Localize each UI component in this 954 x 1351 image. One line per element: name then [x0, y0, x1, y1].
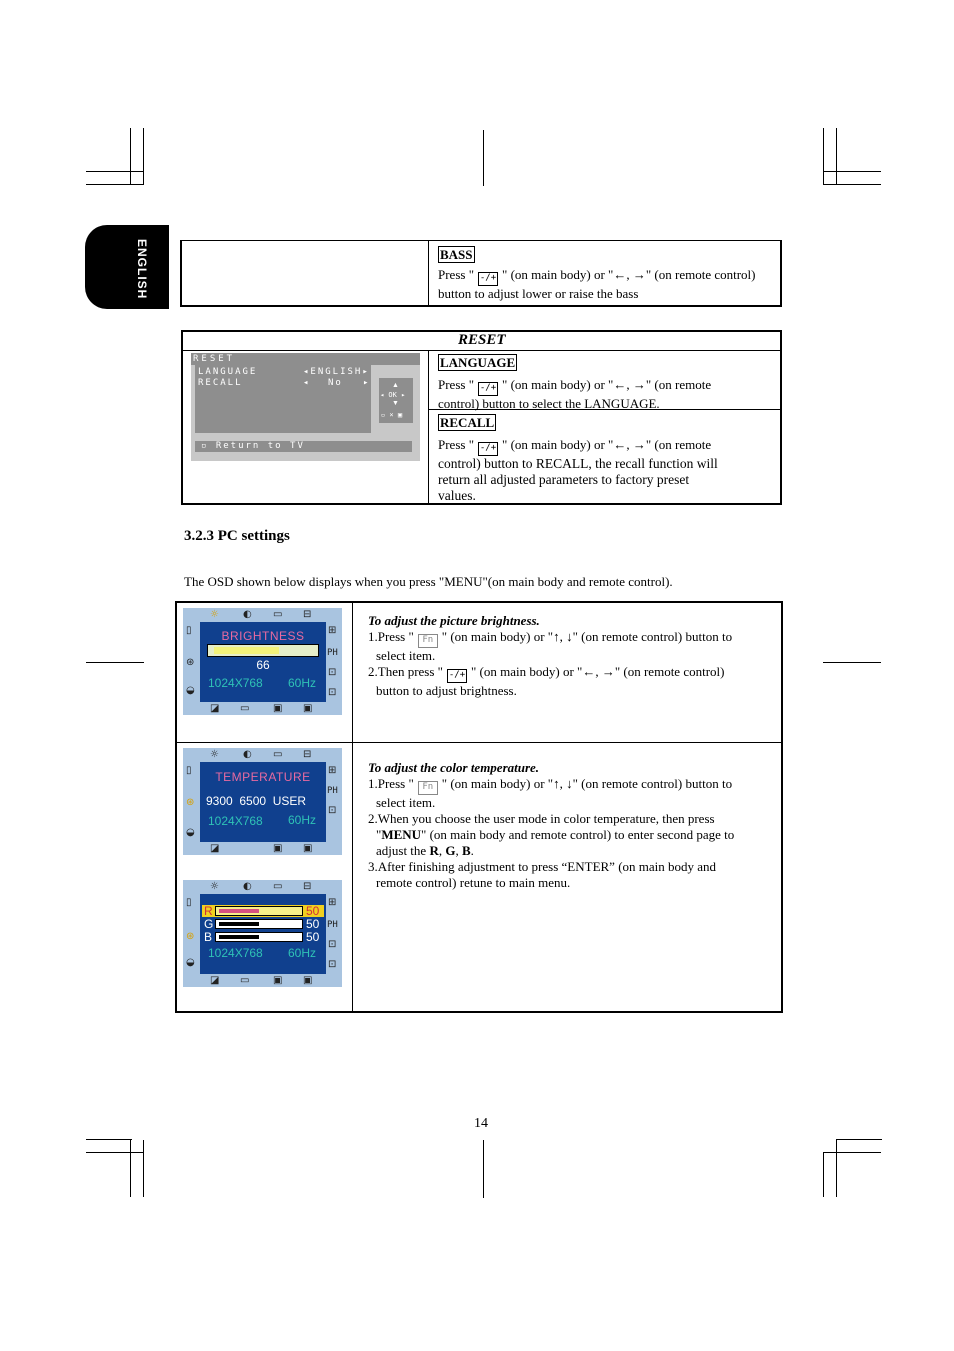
- reset-icon: ▣: [303, 703, 313, 714]
- clock-icon: ⊡: [328, 939, 337, 950]
- table-divider: [428, 350, 429, 504]
- osd-recall-label: RECALL: [198, 378, 243, 388]
- brightness-instructions: [368, 613, 766, 699]
- table-divider: [176, 742, 782, 743]
- rgb-channel-bar-fill: [219, 909, 259, 913]
- crop-mark: [823, 171, 881, 172]
- resolution-text: 1024X768: [208, 814, 263, 828]
- lips-icon: ◒: [186, 685, 195, 696]
- rgb-channel-label: B: [204, 930, 213, 944]
- contrast-icon: ◐: [243, 881, 252, 892]
- auto-icon: ⊡: [328, 687, 337, 698]
- position-icon: ⊟: [303, 609, 312, 620]
- crop-mark: [823, 184, 881, 185]
- crop-mark: [823, 128, 824, 185]
- language-text-line2: control) button to select the LANGUAGE.: [438, 396, 660, 411]
- plus-minus-key-icon: -/+: [478, 382, 498, 396]
- clock-icon: ⊡: [328, 667, 337, 678]
- recall-label: RECALL: [440, 415, 495, 430]
- crop-mark: [86, 662, 144, 663]
- auto-icon: ⊡: [328, 959, 337, 970]
- osd-icon: ▣: [273, 975, 283, 986]
- crop-mark: [86, 171, 144, 172]
- brightness-bar: [207, 644, 319, 657]
- rgb-channel-bar-fill: [219, 922, 259, 926]
- rgb-channel-value: 50: [306, 904, 320, 918]
- crop-mark: [836, 1139, 882, 1140]
- position-icon: ⊟: [303, 749, 312, 760]
- crop-mark: [483, 1140, 484, 1198]
- osd-language-label: LANGUAGE: [198, 367, 258, 377]
- temperature-step1-cont: select item.: [376, 795, 436, 810]
- table-divider: [352, 602, 353, 1012]
- phase-label: PH: [327, 920, 338, 930]
- frequency-text: 60Hz: [288, 676, 317, 690]
- rgb-channel-value: 50: [306, 917, 320, 931]
- input-icon: ▭: [240, 703, 250, 714]
- exit-icon: ◪: [210, 843, 220, 854]
- temperature-step1: 1.Press " Fn " (on main body) or "↑, ↓" (on remote control) button to: [368, 776, 766, 795]
- bass-cell: [438, 246, 783, 302]
- table-divider: [428, 240, 429, 307]
- phase-label: PH: [327, 786, 338, 796]
- temperature-step3: 3.After finishing adjustment to press “ENTER” (on main body and: [368, 859, 717, 874]
- phase-label: PH: [327, 648, 338, 658]
- osd-nav-bottom-icons: ▫ × ▣: [381, 411, 403, 419]
- geometry-icon: ▯: [186, 625, 192, 636]
- temperature-step2-cont: "MENU" (on main body and remote control) to enter second page to: [376, 827, 735, 842]
- plus-minus-key-icon: -/+: [447, 669, 467, 683]
- reset-icon: ▣: [303, 975, 313, 986]
- section-intro: The OSD shown below displays when you press "MENU"(on main body and remote control).: [184, 574, 673, 589]
- resolution-text: 1024X768: [208, 946, 263, 960]
- section-heading: 3.2.3 PC settings: [184, 528, 290, 544]
- osd-panel: [200, 762, 326, 842]
- osd-language-value: ◂ENGLISH▸: [303, 367, 370, 377]
- recall-text-line4: values.: [438, 488, 476, 503]
- lips-icon: ◒: [186, 957, 195, 968]
- osd-panel: [200, 622, 326, 702]
- osd-panel: [200, 894, 326, 974]
- rgb-channel-value: 50: [306, 930, 320, 944]
- crop-mark: [130, 128, 131, 185]
- fn-key-icon: Fn: [418, 781, 438, 795]
- color-icon: ⊛: [186, 797, 195, 808]
- temperature-step2: 2.When you choose the user mode in color temperature, then press: [368, 811, 715, 826]
- resolution-text: 1024X768: [208, 676, 263, 690]
- clock-icon: ⊡: [328, 805, 337, 816]
- geometry-icon: ▯: [186, 765, 192, 776]
- brightness-title: BRIGHTNESS: [221, 629, 305, 643]
- rgb-channel-label: R: [204, 904, 213, 918]
- down-arrow-icon: ▼: [392, 399, 399, 407]
- crop-mark: [130, 1140, 131, 1197]
- frequency-text: 60Hz: [288, 946, 317, 960]
- rgb-channel-bar-fill: [219, 935, 259, 939]
- page-number: 14: [474, 1116, 488, 1131]
- brightness-bar-fill: [214, 647, 279, 654]
- color-icon: ⊛: [186, 657, 195, 668]
- reset-icon: ▣: [303, 843, 313, 854]
- temperature-title: TEMPERATURE: [215, 770, 311, 784]
- rgb-osd-screenshot: [183, 880, 342, 987]
- color-icon: ⊛: [186, 931, 195, 942]
- brightness-icon: ☼: [210, 609, 219, 620]
- temperature-options: 9300 6500 USER: [206, 794, 307, 808]
- reset-osd-screenshot: [191, 353, 420, 461]
- brightness-value: 66: [256, 658, 270, 672]
- side-tab-label: ENGLISH: [135, 239, 149, 300]
- osd-return-to-tv: ▫ Return to TV: [201, 441, 305, 451]
- brightness-heading: To adjust the picture brightness.: [368, 613, 540, 628]
- crop-mark: [823, 1152, 824, 1197]
- recall-text-line2: control) button to RECALL, the recall function will: [438, 456, 718, 471]
- bass-text-line1: Press " -/+ " (on main body) or "←, →" (on remote control): [438, 267, 783, 286]
- recall-cell: [438, 414, 783, 504]
- table-divider: [182, 350, 781, 351]
- brightness-step2: 2.Then press " -/+ " (on main body) or "←, →" (on remote control): [368, 664, 766, 683]
- osd-recall-arrow-left: ◂: [303, 378, 309, 388]
- plus-minus-key-icon: -/+: [478, 442, 498, 456]
- brightness-step1-cont: select item.: [376, 648, 436, 663]
- reset-title: RESET: [458, 332, 506, 348]
- fn-key-icon: Fn: [418, 634, 438, 648]
- contrast-icon: ◐: [243, 609, 252, 620]
- exit-icon: ◪: [210, 703, 220, 714]
- crop-mark: [143, 128, 144, 185]
- brightness-icon: ☼: [210, 881, 219, 892]
- temperature-step3-cont: remote control) retune to main menu.: [376, 875, 571, 890]
- osd-recall-value: No: [328, 378, 343, 388]
- osd-icon: ▣: [273, 703, 283, 714]
- language-label: LANGUAGE: [440, 355, 516, 370]
- size-icon: ▭: [273, 609, 283, 620]
- osd-nav-pad: [379, 378, 413, 423]
- ok-button-icon: ◂ OK ▸: [380, 391, 406, 399]
- crop-mark: [823, 1152, 881, 1153]
- hpos-icon: ⊞: [328, 897, 337, 908]
- crop-mark: [836, 128, 837, 185]
- temperature-instructions: [368, 760, 766, 891]
- size-icon: ▭: [273, 749, 283, 760]
- language-cell: [438, 354, 783, 412]
- plus-minus-key-icon: -/+: [478, 272, 498, 286]
- crop-mark: [86, 1152, 144, 1153]
- recall-text-line3: return all adjusted parameters to factory preset: [438, 472, 690, 487]
- rgb-channel-bar: [215, 919, 303, 929]
- temperature-step2-end: adjust the R, G, B.: [376, 843, 474, 858]
- bass-text-line2: button to adjust lower or raise the bass: [438, 286, 639, 301]
- crop-mark: [86, 1139, 132, 1140]
- hpos-icon: ⊞: [328, 625, 337, 636]
- crop-mark: [836, 1139, 837, 1197]
- language-text-line1: Press " -/+ " (on main body) or "←, →" (on remote: [438, 377, 783, 396]
- osd-recall-arrow-right: ▸: [363, 378, 369, 388]
- temperature-heading: To adjust the color temperature.: [368, 760, 540, 775]
- crop-mark: [483, 130, 484, 186]
- osd-header: RESET: [193, 354, 236, 364]
- size-icon: ▭: [273, 881, 283, 892]
- hpos-icon: ⊞: [328, 765, 337, 776]
- temperature-osd-screenshot: [183, 748, 342, 855]
- frequency-text: 60Hz: [288, 813, 317, 827]
- rgb-channel-bar: [215, 932, 303, 942]
- rgb-channel-label: G: [204, 917, 214, 931]
- lips-icon: ◒: [186, 827, 195, 838]
- up-arrow-icon: ▲: [392, 381, 399, 389]
- osd-icon: ▣: [273, 843, 283, 854]
- geometry-icon: ▯: [186, 897, 192, 908]
- language-side-tab: [85, 225, 169, 309]
- brightness-step2-cont: button to adjust brightness.: [376, 683, 517, 698]
- crop-mark: [86, 184, 144, 185]
- recall-text-line1: Press " -/+ " (on main body) or "←, →" (on remote: [438, 437, 783, 456]
- crop-mark: [143, 1140, 144, 1197]
- position-icon: ⊟: [303, 881, 312, 892]
- contrast-icon: ◐: [243, 749, 252, 760]
- bass-label: BASS: [440, 247, 473, 262]
- crop-mark: [823, 662, 881, 663]
- brightness-icon: ☼: [210, 749, 219, 760]
- brightness-step1: 1.Press " Fn " (on main body) or "↑, ↓" (on remote control) button to: [368, 629, 766, 648]
- exit-icon: ◪: [210, 975, 220, 986]
- brightness-osd-screenshot: [183, 608, 342, 715]
- rgb-channel-bar: [215, 906, 303, 916]
- input-icon: ▭: [240, 975, 250, 986]
